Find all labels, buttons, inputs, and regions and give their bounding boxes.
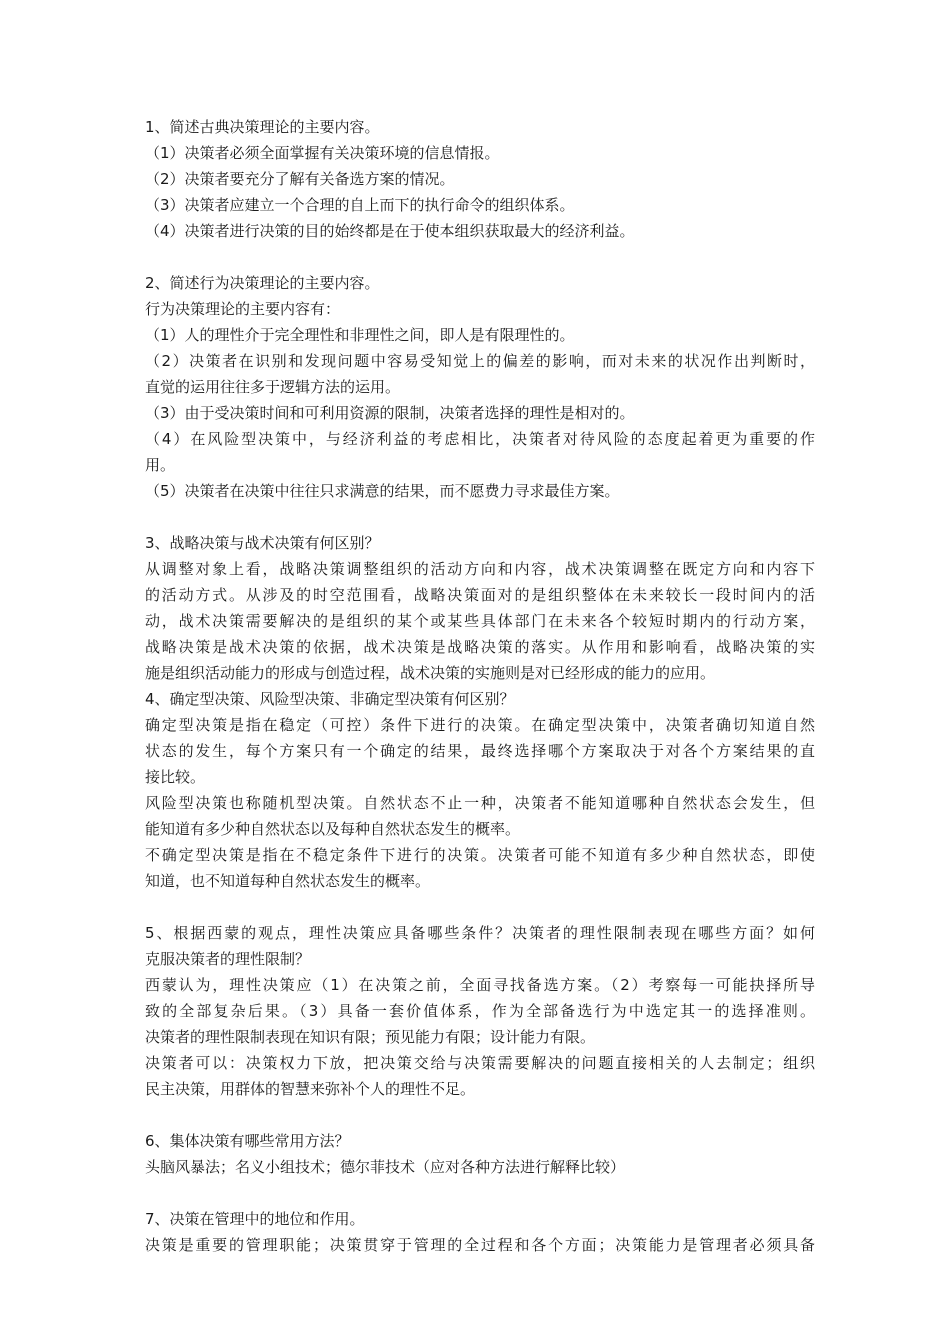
section-7: [145, 1206, 815, 1258]
section-2-line-3: （2）决策者在识别和发现问题中容易受知觉上的偏差的影响，而对未来的状况作出判断时，: [145, 352, 815, 370]
paragraph-spacer: [145, 1180, 815, 1206]
section-6-line-1: 头脑风暴法；名义小组技术；德尔菲技术（应对各种方法进行解释比较）: [145, 1158, 626, 1176]
section-5-line-1: 克服决策者的理性限制？: [145, 950, 311, 968]
section-2-line-8: （5）决策者在决策中往往只求满意的结果，而不愿费力寻求最佳方案。: [145, 482, 620, 500]
section-1-line-2: （2）决策者要充分了解有关备选方案的情况。: [145, 170, 455, 188]
section-4-line-5: 能知道有多少种自然状态以及每种自然状态发生的概率。: [145, 820, 521, 838]
section-4-line-7: 知道，也不知道每种自然状态发生的概率。: [145, 872, 431, 890]
section-2-line-5: （3）由于受决策时间和可利用资源的限制，决策者选择的理性是相对的。: [145, 404, 635, 422]
section-3-line-3: 动，战术决策需要解决的是组织的某个或某些具体部门在未来各个较短时期内的行动方案，: [145, 612, 815, 630]
section-1-title: 1、简述古典决策理论的主要内容。: [145, 118, 380, 136]
paragraph-spacer: [145, 504, 815, 530]
paragraph-spacer: [145, 894, 815, 920]
section-2-line-1: 行为决策理论的主要内容有：: [145, 300, 341, 318]
section-5-line-2: 西蒙认为，理性决策应（1）在决策之前，全面寻找备选方案。（2）考察每一可能抉择所导: [145, 976, 815, 994]
section-2-line-4: 直觉的运用往往多于逻辑方法的运用。: [145, 378, 401, 396]
section-2: [145, 270, 815, 504]
section-2-line-7: 用。: [145, 456, 176, 474]
section-5-title: 5、根据西蒙的观点，理性决策应具备哪些条件？决策者的理性限制表现在哪些方面？如何: [145, 924, 815, 942]
section-7-line-1: 决策是重要的管理职能；决策贯穿于管理的全过程和各个方面；决策能力是管理者必须具备: [145, 1236, 815, 1254]
section-7-title: 7、决策在管理中的地位和作用。: [145, 1210, 365, 1228]
section-4: [145, 686, 815, 894]
section-4-line-1: 确定型决策是指在稳定（可控）条件下进行的决策。在确定型决策中，决策者确切知道自然: [145, 716, 815, 734]
section-5-line-6: 民主决策，用群体的智慧来弥补个人的理性不足。: [145, 1080, 476, 1098]
section-6-title: 6、集体决策有哪些常用方法？: [145, 1132, 350, 1150]
section-5-line-5: 决策者可以：决策权力下放，把决策交给与决策需要解决的问题直接相关的人去制定；组织: [145, 1054, 815, 1072]
section-2-title: 2、简述行为决策理论的主要内容。: [145, 274, 380, 292]
document-body: [145, 114, 815, 1258]
paragraph-spacer: [145, 244, 815, 270]
section-4-line-3: 接比较。: [145, 768, 206, 786]
section-3-line-2: 的活动方式。从涉及的时空范围看，战略决策面对的是组织整体在未来较长一段时间内的活: [145, 586, 815, 604]
section-4-title: 4、确定型决策、风险型决策、非确定型决策有何区别？: [145, 690, 515, 708]
section-4-line-4: 风险型决策也称随机型决策。自然状态不止一种，决策者不能知道哪种自然状态会发生，但: [145, 794, 815, 812]
section-5-line-3: 致的全部复杂后果。（3）具备一套价值体系，作为全部备选行为中选定其一的选择准则。: [145, 1002, 815, 1020]
section-2-line-2: （1）人的理性介于完全理性和非理性之间，即人是有限理性的。: [145, 326, 575, 344]
paragraph-spacer: [145, 1102, 815, 1128]
section-1-line-4: （4）决策者进行决策的目的始终都是在于使本组织获取最大的经济利益。: [145, 222, 635, 240]
section-5: [145, 920, 815, 1102]
section-1-line-3: （3）决策者应建立一个合理的自上而下的执行命令的组织体系。: [145, 196, 575, 214]
section-4-line-6: 不确定型决策是指在不稳定条件下进行的决策。决策者可能不知道有多少种自然状态，即使: [145, 846, 815, 864]
section-1-line-1: （1）决策者必须全面掌握有关决策环境的信息情报。: [145, 144, 500, 162]
section-5-line-4: 决策者的理性限制表现在知识有限；预见能力有限；设计能力有限。: [145, 1028, 596, 1046]
section-4-line-2: 状态的发生，每个方案只有一个确定的结果，最终选择哪个方案取决于对各个方案结果的直: [145, 742, 815, 760]
section-3-line-4: 战略决策是战术决策的依据，战术决策是战略决策的落实。从作用和影响看，战略决策的实: [145, 638, 815, 656]
section-3-line-1: 从调整对象上看，战略决策调整组织的活动方向和内容，战术决策调整在既定方向和内容下: [145, 560, 815, 578]
section-3-title: 3、战略决策与战术决策有何区别？: [145, 534, 380, 552]
section-2-line-6: （4）在风险型决策中，与经济利益的考虑相比，决策者对待风险的态度起着更为重要的作: [145, 430, 815, 448]
section-3: [145, 530, 815, 686]
section-1: [145, 114, 815, 244]
section-3-line-5: 施是组织活动能力的形成与创造过程，战术决策的实施则是对已经形成的能力的应用。: [145, 664, 716, 682]
section-6: [145, 1128, 815, 1180]
